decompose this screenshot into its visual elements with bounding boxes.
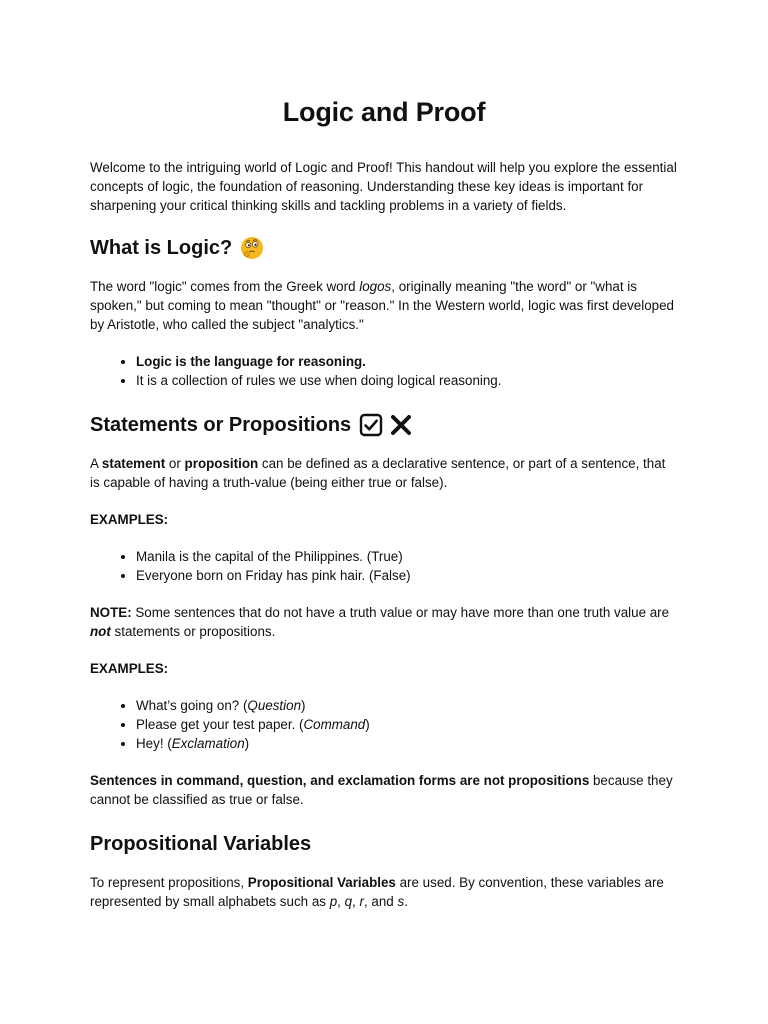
example-end: ) — [244, 736, 250, 751]
section-heading-text: Propositional Variables — [90, 833, 312, 855]
section-heading-what-is-logic — [90, 235, 678, 261]
statement-term: statement — [101, 456, 166, 471]
var-text-a: To represent propositions, — [90, 875, 248, 890]
example-end: ) — [301, 698, 306, 713]
examples-label: EXAMPLES: — [90, 512, 169, 527]
logic-bullet-list — [90, 352, 678, 390]
list-item: • Everyone born on Friday has pink hair. (False) — [136, 566, 678, 585]
def-text-b: can be defined as a declarative sentence, or part of a sentence, that is capable of having a truth-value (being either true or false). — [90, 456, 666, 490]
proposition-term: proposition — [184, 456, 259, 471]
logic-definition-paragraph — [90, 277, 678, 334]
period: . — [404, 894, 408, 909]
logic-def-text-a: The word "logic" comes from the Greek word — [90, 279, 360, 294]
logos-term: logos — [359, 279, 392, 294]
note-label: NOTE: — [90, 605, 132, 620]
variable-q: q — [344, 894, 353, 909]
def-text-or: or — [165, 456, 185, 471]
statement-definition-paragraph — [90, 454, 678, 492]
list-item — [136, 715, 678, 734]
note-text-a: Some sentences that do not have a truth value or may have more than one truth value are — [131, 605, 670, 620]
list-item — [136, 696, 678, 715]
example-type: Exclamation — [171, 736, 245, 751]
conclusion-rest: because they cannot be classified as true or false. — [90, 773, 673, 807]
section-heading-text: What is Logic? — [90, 237, 233, 259]
note-paragraph — [90, 603, 678, 641]
section-heading-propositional-variables — [90, 831, 678, 857]
cross-mark-icon — [389, 413, 413, 437]
examples-list-non-propositions — [90, 696, 678, 753]
note-not-emphasis: not — [90, 624, 111, 639]
variable-p: p — [329, 894, 338, 909]
variable-s: s — [397, 894, 405, 909]
propositional-variables-term: Propositional Variables — [247, 875, 396, 890]
examples-list-propositions — [90, 547, 678, 585]
def-text-a: A — [90, 456, 102, 471]
example-text: Hey! ( — [136, 736, 172, 751]
example-text: What’s going on? ( — [136, 698, 248, 713]
list-item: • Logic is the language for reasoning. — [136, 352, 678, 371]
logic-def-text-b: , originally meaning "the word" or "what is spoken," but coming to mean "thought" or "reason." In the Western world, logic was first developed by Aristotle, who called the subject "analytics." — [90, 279, 675, 332]
conclusion-bold: Sentences in command, question, and exclamation forms are not propositions — [90, 773, 590, 788]
checkbox-check-icon — [359, 413, 383, 437]
list-item: • Manila is the capital of the Philippines. (True) — [136, 547, 678, 566]
conclusion-paragraph — [90, 771, 678, 809]
separator: , and — [363, 894, 398, 909]
separator: , — [352, 894, 360, 909]
var-text-b: are used. By convention, these variables are represented by small alphabets such as — [90, 875, 664, 909]
page-title: Logic and Proof — [282, 97, 486, 127]
note-text-b: statements or propositions. — [110, 624, 276, 639]
list-item: • It is a collection of rules we use when doing logical reasoning. — [136, 371, 678, 390]
list-item — [136, 734, 678, 753]
separator: , — [337, 894, 345, 909]
variable-r: r — [359, 894, 364, 909]
examples-label: EXAMPLES: — [90, 661, 169, 676]
example-type: Question — [247, 698, 302, 713]
example-end: ) — [365, 717, 370, 732]
intro-paragraph: Welcome to the intriguing world of Logic and Proof! This handout will help you explore the essential concepts of logic, the foundation of reasoning. Understanding these key ideas is important for sharpening your critical thinking skills and tackling problems in a variety of fields. — [90, 160, 677, 213]
example-text: Please get your test paper. ( — [136, 717, 304, 732]
section-heading-text: Statements or Propositions — [90, 414, 352, 436]
thinking-face-icon — [240, 236, 264, 260]
section-heading-statements — [90, 412, 678, 438]
example-type: Command — [303, 717, 366, 732]
variables-paragraph — [90, 873, 678, 911]
